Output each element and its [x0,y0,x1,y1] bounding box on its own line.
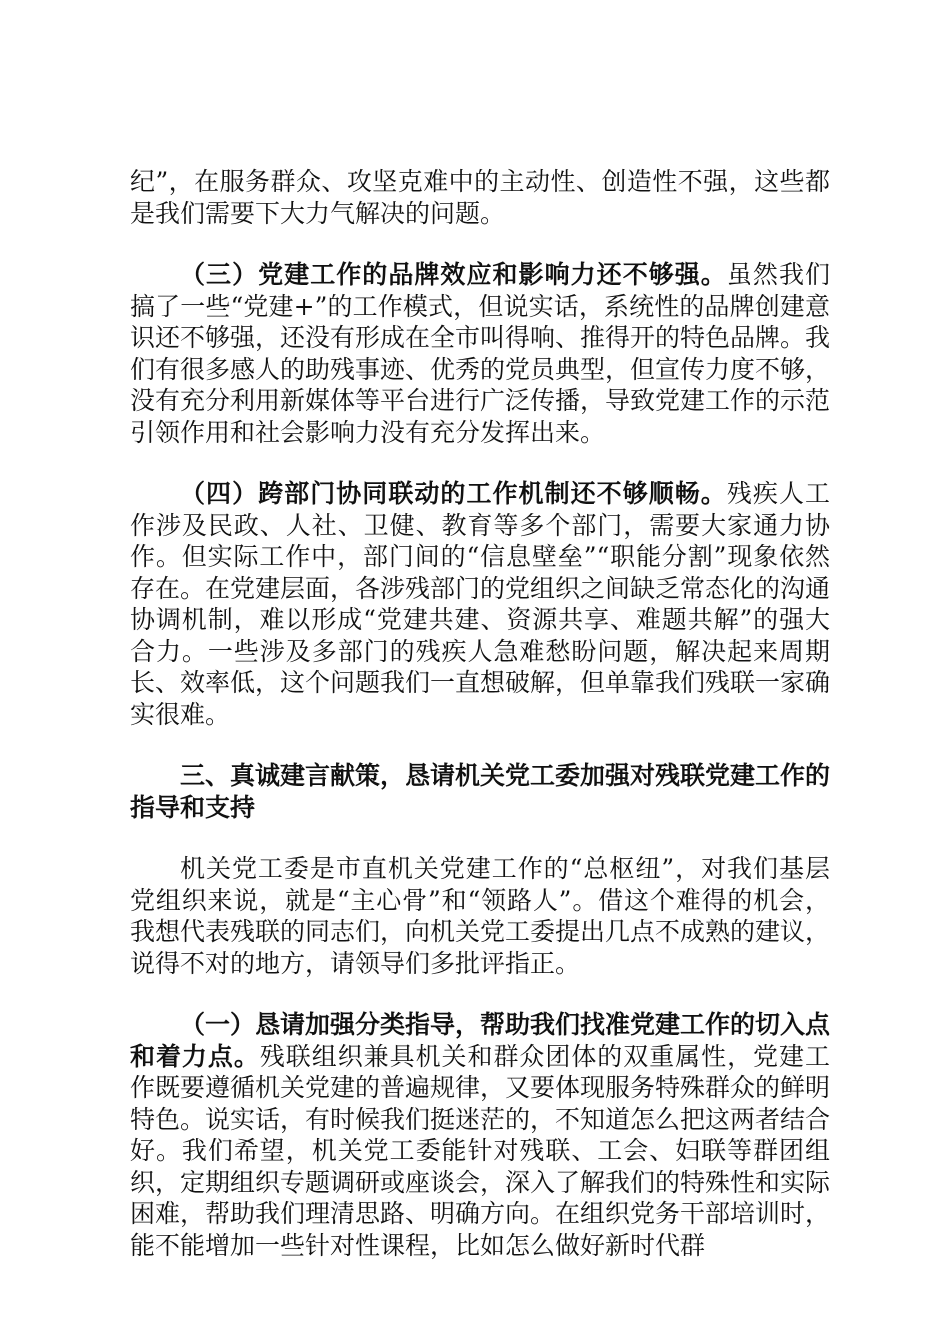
paragraph-text: 残疾人工作涉及民政、人社、卫健、教育等多个部门，需要大家通力协作。但实际工作中，部门间的“信息壁垒”“职能分割”现象依然存在。在党建层面，各涉残部门的党组织之间缺乏常态化的沟通协调机制，难以形成“党建共建、资源共享、难题共解”的强大合力。一些涉及多部门的残疾人急难愁盼问题，解决起来周期长、效率低，这个问题我们一直想破解，但单靠我们残联一家确实很难。 [130,479,831,729]
paragraph-guidance [130,1009,830,1261]
document-body [130,166,830,1261]
section-heading-text: 三、真诚建言献策，恳请机关党工委加强对残联党建工作的指导和支持 [130,761,831,822]
paragraph-text: 纪”，在服务群众、攻坚克难中的主动性、创造性不强，这些都是我们需要下大力气解决的问题。 [130,167,830,228]
paragraph-intro [130,853,830,979]
paragraph-text: 残联组织兼具机关和群众团体的双重属性，党建工作既要遵循机关党建的普遍规律，又要体现服务特殊群众的鲜明特色。说实话，有时候我们挺迷茫的，不知道怎么把这两者结合好。我们希望，机关党工委能针对残联、工会、妇联等群团组织，定期组织专题调研或座谈会，深入了解我们的特殊性和实际困难，帮助我们理清思路、明确方向。在组织党务干部培训时，能不能增加一些针对性课程，比如怎么做好新时代群 [130,1041,831,1260]
paragraph-cross-department [130,478,830,730]
section-heading [130,760,830,823]
paragraph-brand-effect [130,259,830,448]
paragraph-continuation [130,166,830,229]
paragraph-lead-heading: （三）党建工作的品牌效应和影响力还不够强。 [180,260,727,289]
paragraph-text: 虽然我们搞了一些“党建+”的工作模式，但说实话，系统性的品牌创建意识还不够强，还没有形成在全市叫得响、推得开的特色品牌。我们有很多感人的助残事迹、优秀的党员典型，但宣传力度不够，没有充分利用新媒体等平台进行广泛传播，导致党建工作的示范引领作用和社会影响力没有充分发挥出来。 [130,260,831,447]
paragraph-lead-heading: （一）恳请加强分类指导，帮助我们找准党建工作的切入点和着力点。 [130,1010,831,1071]
paragraph-lead-heading: （四）跨部门协同联动的工作机制还不够顺畅。 [180,479,727,508]
paragraph-text: 机关党工委是市直机关党建工作的“总枢纽”，对我们基层党组织来说，就是“主心骨”和“领路人”。借这个难得的机会，我想代表残联的同志们，向机关党工委提出几点不成熟的建议，说得不对的地方，请领导们多批评指正。 [130,854,831,978]
